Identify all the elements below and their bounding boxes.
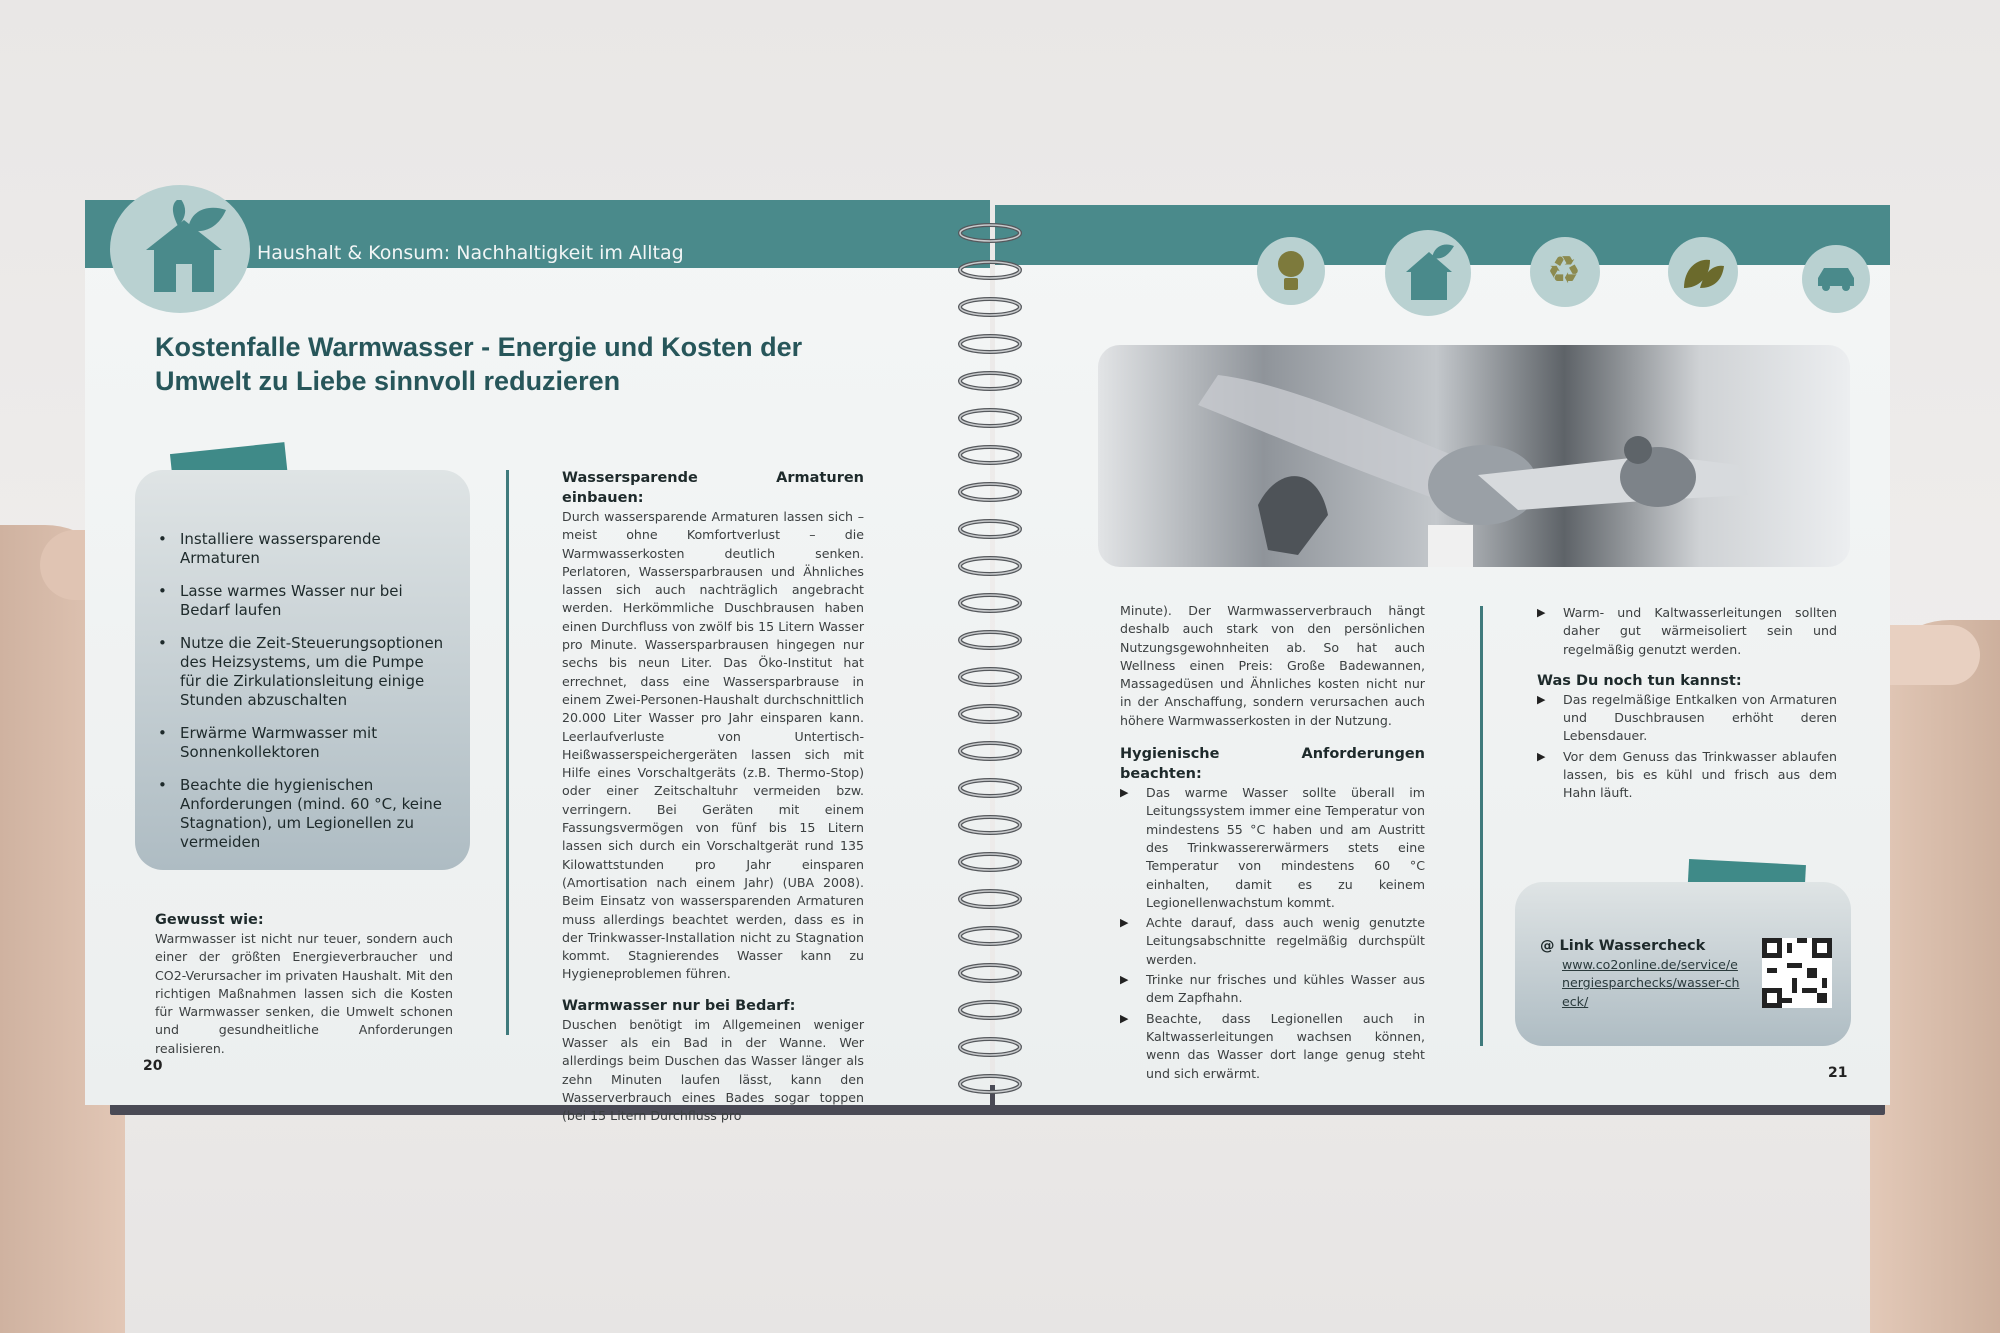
tip-item: • Nutze die Zeit-Steuerungsoptionen des Heizsystems, um die Pumpe für die Zirkulationsleitung einige Stunden abzuschalten — [158, 634, 448, 710]
tip-item: • Erwärme Warmwasser mit Sonnenkollektoren — [158, 724, 448, 762]
tip-item: • Lasse warmes Wasser nur bei Bedarf laufen — [158, 582, 448, 620]
tip-item: • Beachte die hygienischen Anforderungen (mind. 60 °C, keine Stagnation), um Legionellen zu vermeiden — [158, 776, 448, 852]
armaturen-heading: Wassersparende Armaturen einbauen: — [562, 470, 864, 506]
spiral-ring — [955, 220, 1025, 246]
spiral-ring — [955, 294, 1025, 320]
page-number-left: 20 — [143, 1058, 163, 1074]
spiral-ring — [955, 442, 1025, 468]
leaves-icon — [1680, 252, 1726, 292]
spiral-ring — [955, 997, 1025, 1023]
gewusst-text: Warmwasser ist nicht nur teuer, sondern auch einer der größten Energieverbraucher und CO2-Verursacher im privaten Haushalt. Mit den richtigen Maßnahmen lassen sich die Kosten für Warmwasser senken, die Umwelt schonen und gesundheitliche Anforderungen realisieren. — [155, 931, 453, 1056]
hyg-item: ▶ Das warme Wasser sollte überall im Leitungssystem immer eine Temperatur von mindestens 55 °C haben und am Austritt des Trinkwassererwärmers stets eine Temperatur von mindestens 60 °C einhalten, damit es zu keinem Legionellenwachstum kommt. — [1120, 784, 1425, 912]
lightbulb-icon — [1274, 248, 1308, 294]
page-title: Kostenfalle Warmwasser - Energie und Kosten der Umwelt zu Liebe sinnvoll reduzieren — [155, 332, 803, 396]
cont-section — [1120, 602, 1425, 1085]
bedarf-text: Duschen benötigt im Allgemeinen weniger Wasser als ein Bad in der Wanne. Wer allerdings beim Duschen das Wasser länger als zehn Minuten laufen lässt, kann den Wasserverbrauch eines Bades sogar toppen (bei 15 Litern Durchfluss pro — [562, 1016, 864, 1124]
link-section — [1540, 936, 1745, 1011]
spiral-ring — [955, 331, 1025, 357]
spiral-ring — [955, 960, 1025, 986]
more-item: ▶ Vor dem Genuss das Trinkwasser ablaufen lassen, bis es kühl und frisch aus dem Hahn läuft. — [1537, 748, 1837, 803]
column-divider — [506, 470, 509, 1035]
spiral-ring — [955, 627, 1025, 653]
spiral-ring — [955, 405, 1025, 431]
hyg-list — [1120, 784, 1425, 1083]
armaturen-section — [562, 468, 864, 1132]
more-heading: Was Du noch tun kannst: — [1537, 672, 1742, 689]
house-leaf-icon — [1402, 240, 1456, 302]
column-divider — [1480, 606, 1483, 1046]
gewusst-heading: Gewusst wie: — [155, 912, 264, 928]
qr-code-icon — [1762, 938, 1832, 1008]
top-list — [1537, 604, 1837, 659]
spiral-ring — [955, 886, 1025, 912]
spiral-ring — [955, 849, 1025, 875]
top-item: ▶ Warm- und Kaltwasserleitungen sollten daher gut wärmeisoliert sein und regelmäßig genutzt werden. — [1537, 604, 1837, 659]
more-item: ▶ Das regelmäßige Entkalken von Armaturen und Duschbrausen erhöht deren Lebensdauer. — [1537, 691, 1837, 746]
recycle-icon: ♻ — [1547, 248, 1582, 292]
link-heading: @ Link Wassercheck — [1540, 938, 1706, 954]
gewusst-section — [155, 910, 453, 1064]
hyg-item: ▶ Trinke nur frisches und kühles Wasser aus dem Zapfhahn. — [1120, 971, 1425, 1008]
car-icon — [1814, 264, 1858, 292]
hyg-heading: Hygienische Anforderungen beachten: — [1120, 746, 1425, 783]
more-section — [1537, 604, 1837, 805]
wassercheck-link[interactable]: www.co2online.de/service/energiesparchecks/wasser-check/ — [1562, 957, 1740, 1009]
hyg-item: ▶ Beachte, dass Legionellen auch in Kaltwasserleitungen wachsen können, wenn das Wasser dort lange genug steht und sich erwärmt. — [1120, 1010, 1425, 1083]
spiral-ring — [955, 775, 1025, 801]
spiral-ring — [955, 1071, 1025, 1097]
cont-text: Minute). Der Warmwasserverbrauch hängt deshalb auch stark von den persönlichen Nutzungsgewohnheiten ab. So hat auch Wellness einen Preis: Große Badewannen, Massagedüsen und Ähnliches kosten nicht nur in der Anschaffung, sondern verursachen auch höhere Warmwasserkosten in der Nutzung. — [1120, 603, 1425, 728]
tip-item: • Installiere wassersparende Armaturen — [158, 530, 448, 568]
more-list — [1537, 691, 1837, 803]
spiral-ring — [955, 738, 1025, 764]
spiral-ring — [955, 479, 1025, 505]
spiral-ring — [955, 664, 1025, 690]
spiral-ring — [955, 257, 1025, 283]
spiral-ring — [955, 1034, 1025, 1060]
spiral-ring — [955, 516, 1025, 542]
spiral-ring — [955, 553, 1025, 579]
armaturen-text: Durch wassersparende Armaturen lassen sich – meist ohne Komfortverlust – die Warmwasserkosten deutlich senken. Perlatoren, Wassersparbrausen und Ähnliches lassen sich auch nachträglich angebracht werden. Herkömmliche Duschbrausen haben einen Durchfluss von zwölf bis 15 Litern Wasser pro Minute. Wassersparbrausen hingegen nur sechs bis neun Liter. Das Öko-Institut hat errechnet, dass eine Wassersparbrause in einem Zwei-Personen-Haushalt durchschnittlich 20.000 Liter Wasser pro Jahr einsparen kann. Leerlaufverluste von Untertisch-Heißwasserspeichergeräten lassen sich mit Hilfe eines Vorschaltgeräts (z.B. Thermo-Stop) oder einer Zeitschaltuhr vermeiden bzw. verringern. Bei Geräten mit einem Fassungsvermögen von fünf bis 15 Litern lassen sich durch ein Vorschaltgerät rund 135 Kilowattstunden pro Jahr einsparen (Amortisation nach einem Jahr) (UBA 2008). Beim Einsatz von wassersparenden Armaturen muss allerdings beachtet werden, dass es in der Trinkwasser-Installation nicht zu Stagnation kommt. Stagnierendes Wasser kann zu Hygieneproblemen führen. — [562, 509, 864, 982]
spiral-ring — [955, 368, 1025, 394]
house-leaf-icon — [138, 200, 230, 295]
spiral-ring — [955, 923, 1025, 949]
spiral-ring — [955, 590, 1025, 616]
spiral-ring — [955, 701, 1025, 727]
section-header: Haushalt & Konsum: Nachhaltigkeit im Alltag — [257, 242, 684, 264]
faucet-photo — [1098, 345, 1850, 567]
bedarf-heading: Warmwasser nur bei Bedarf: — [562, 997, 796, 1014]
spiral-ring — [955, 812, 1025, 838]
tips-list — [158, 530, 448, 866]
hyg-item: ▶ Achte darauf, dass auch wenig genutzte Leitungsabschnitte regelmäßig durchspült werden. — [1120, 914, 1425, 969]
page-number-right: 21 — [1828, 1065, 1848, 1081]
